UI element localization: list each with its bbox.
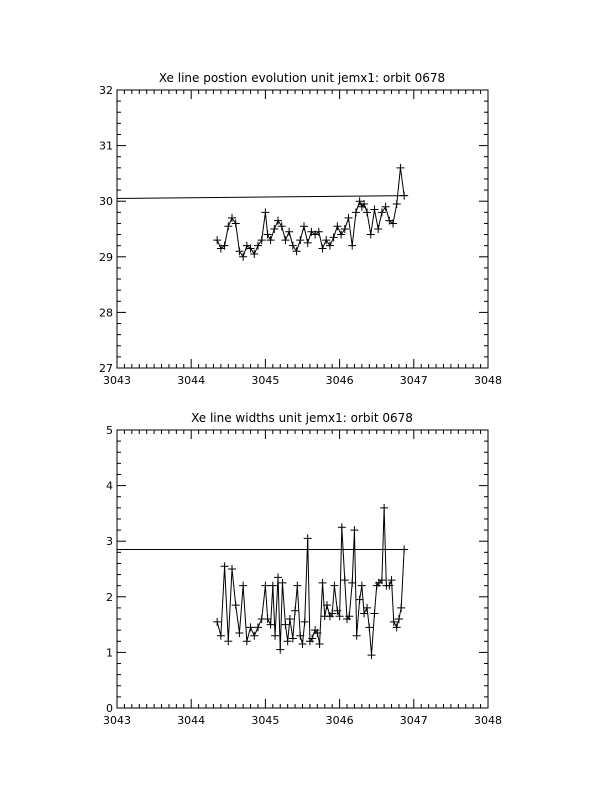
- data-point: [261, 582, 269, 590]
- chart-title: Xe line postion evolution unit jemx1: orbit 0678: [158, 71, 446, 85]
- data-point: [338, 523, 346, 531]
- x-tick-label: 3047: [399, 714, 428, 727]
- data-point: [274, 217, 282, 225]
- data-point: [322, 236, 330, 244]
- data-point: [353, 632, 361, 640]
- data-point: [301, 618, 309, 626]
- y-tick-label: 1: [106, 646, 113, 660]
- data-point: [291, 607, 299, 615]
- y-tick-label: 27: [99, 362, 113, 375]
- data-point: [393, 200, 401, 208]
- y-tick-label: 28: [99, 306, 113, 320]
- data-point: [276, 646, 284, 654]
- data-point: [337, 231, 345, 239]
- data-point: [228, 214, 236, 222]
- data-point: [378, 208, 386, 216]
- data-point: [250, 632, 258, 640]
- data-point: [300, 222, 308, 230]
- y-tick-label: 3: [106, 535, 113, 549]
- data-point: [269, 582, 277, 590]
- series-line: [217, 508, 404, 655]
- data-point: [239, 582, 247, 590]
- data-point: [341, 225, 349, 233]
- data-point: [319, 579, 327, 587]
- y-tick-label: 5: [106, 424, 113, 437]
- data-point: [350, 526, 358, 534]
- data-point: [235, 247, 243, 255]
- data-point: [254, 623, 262, 631]
- data-point: [250, 250, 258, 258]
- data-point: [330, 233, 338, 241]
- data-point: [270, 225, 278, 233]
- data-point: [299, 640, 307, 648]
- data-point: [333, 222, 341, 230]
- data-point: [363, 208, 371, 216]
- data-point: [285, 228, 293, 236]
- data-point: [296, 236, 304, 244]
- data-point: [224, 222, 232, 230]
- data-point: [400, 192, 408, 200]
- x-tick-label: 3044: [177, 374, 206, 387]
- y-tick-label: 29: [99, 250, 113, 264]
- data-point: [235, 629, 243, 637]
- data-point: [400, 546, 408, 554]
- data-point: [370, 609, 378, 617]
- data-point: [239, 253, 247, 261]
- y-tick-label: 4: [106, 479, 113, 493]
- data-point: [278, 222, 286, 230]
- data-point: [247, 623, 255, 631]
- data-point: [213, 618, 221, 626]
- data-point: [352, 208, 360, 216]
- data-point: [243, 637, 251, 645]
- data-point: [370, 206, 378, 214]
- data-point: [348, 242, 356, 250]
- data-point: [397, 604, 405, 612]
- y-tick-label: 2: [106, 590, 113, 604]
- plot-frame: [117, 90, 488, 368]
- data-point: [382, 203, 390, 211]
- data-point: [261, 208, 269, 216]
- x-tick-label: 3043: [103, 374, 131, 387]
- data-point: [293, 247, 301, 255]
- data-point: [278, 579, 286, 587]
- data-point: [358, 582, 366, 590]
- data-point: [213, 236, 221, 244]
- x-tick-label: 3045: [251, 714, 280, 727]
- x-tick-label: 3048: [474, 374, 502, 387]
- data-point: [326, 242, 334, 250]
- data-point: [224, 637, 232, 645]
- data-point: [365, 623, 373, 631]
- y-tick-label: 30: [99, 195, 113, 209]
- x-tick-label: 3047: [399, 374, 428, 387]
- x-tick-label: 3044: [177, 714, 206, 727]
- data-point: [367, 231, 375, 239]
- data-point: [336, 612, 344, 620]
- data-point: [388, 576, 396, 584]
- data-point: [316, 640, 324, 648]
- data-point: [232, 219, 240, 227]
- data-point: [293, 582, 301, 590]
- data-point: [286, 615, 294, 623]
- data-point: [258, 236, 266, 244]
- data-point: [330, 582, 338, 590]
- x-tick-label: 3045: [251, 374, 280, 387]
- chart-title: Xe line widths unit jemx1: orbit 0678: [191, 411, 413, 425]
- data-point: [304, 239, 312, 247]
- y-tick-label: 31: [99, 139, 113, 153]
- data-point: [319, 244, 327, 252]
- reference-line: [117, 196, 406, 199]
- data-point: [396, 164, 404, 172]
- x-tick-label: 3048: [474, 714, 502, 727]
- data-point: [368, 651, 376, 659]
- data-point: [374, 225, 382, 233]
- position-evolution-chart: [99, 71, 502, 387]
- data-point: [345, 214, 353, 222]
- data-point: [380, 504, 388, 512]
- data-point: [232, 601, 240, 609]
- data-point: [271, 632, 279, 640]
- data-point: [304, 534, 312, 542]
- y-tick-label: 0: [106, 702, 113, 715]
- x-tick-label: 3046: [325, 714, 354, 727]
- data-point: [274, 573, 282, 581]
- data-point: [281, 621, 289, 629]
- series-line: [217, 168, 404, 257]
- data-point: [217, 632, 225, 640]
- x-tick-label: 3046: [325, 374, 354, 387]
- line-widths-chart: [103, 411, 502, 727]
- data-point: [281, 236, 289, 244]
- x-tick-label: 3043: [103, 714, 131, 727]
- data-point: [254, 242, 262, 250]
- y-tick-label: 32: [99, 84, 113, 97]
- plot-frame: [117, 430, 488, 708]
- data-point: [221, 562, 229, 570]
- data-point: [289, 242, 297, 250]
- data-point: [228, 565, 236, 573]
- data-point: [341, 576, 349, 584]
